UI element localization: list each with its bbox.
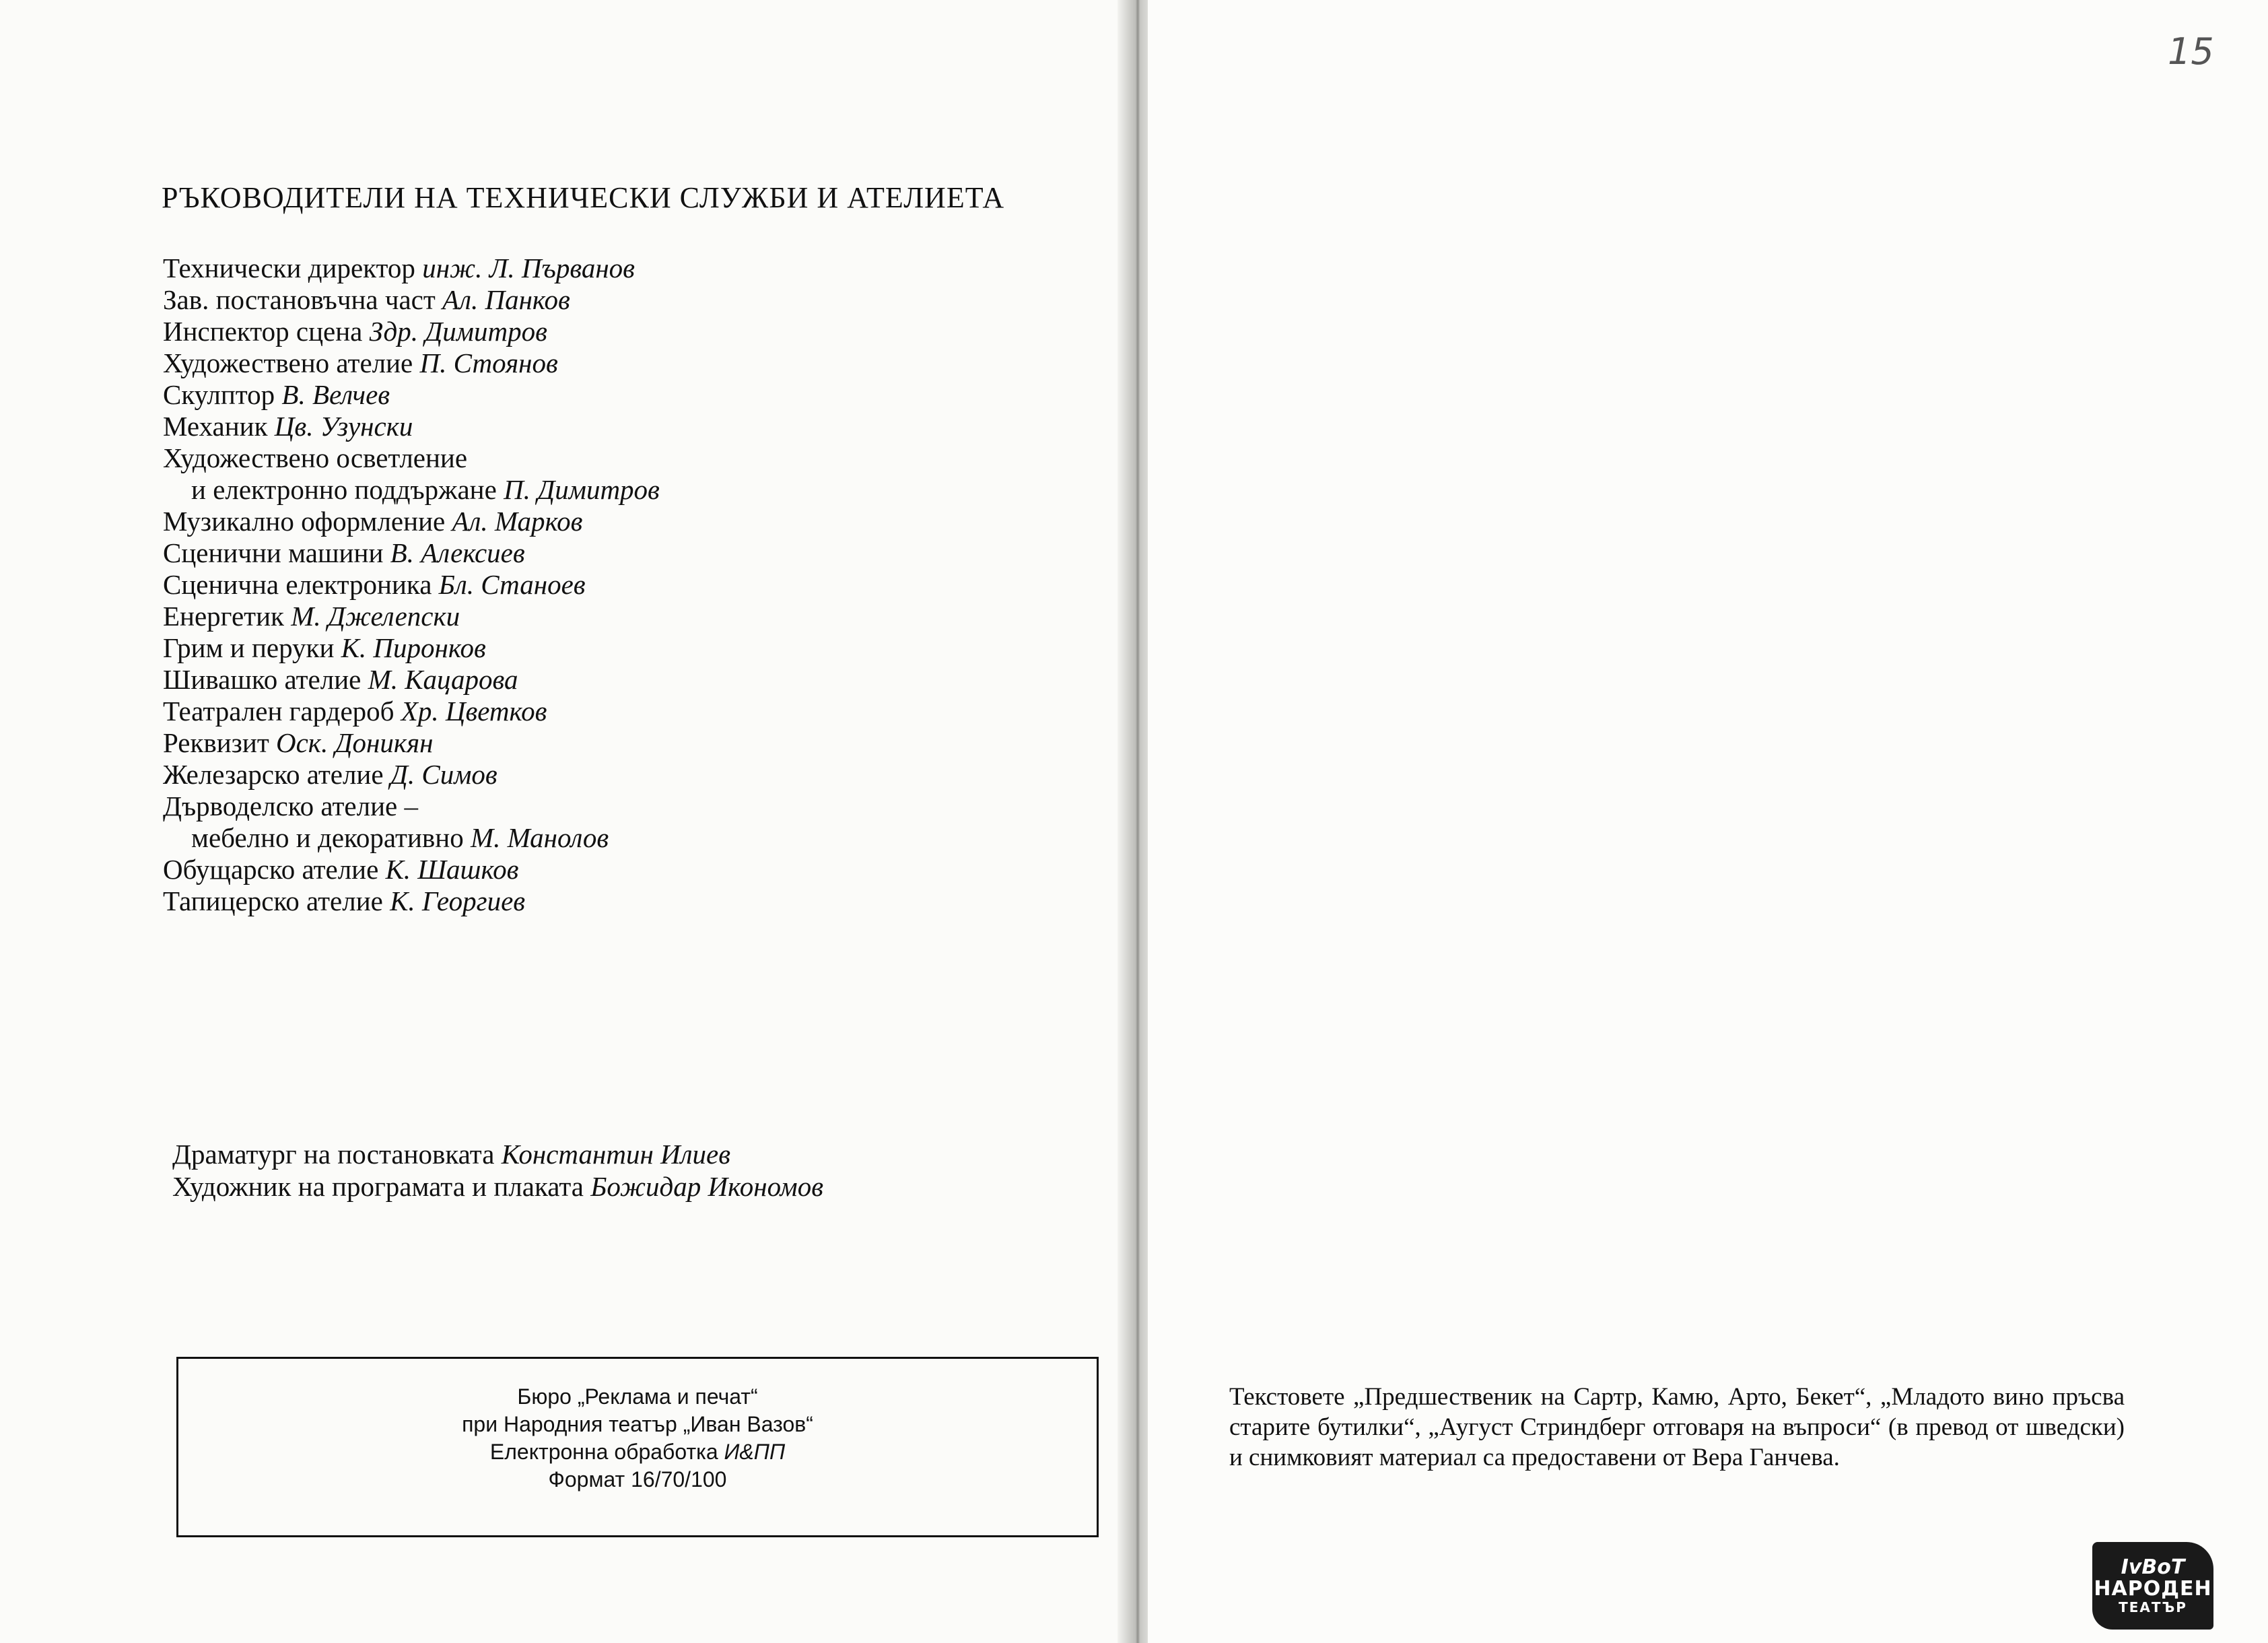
staff-name: П. Димитров: [504, 474, 660, 505]
staff-line: [163, 284, 660, 316]
staff-name: Бл. Станоев: [438, 569, 586, 600]
imprint-italic: И&ПП: [724, 1440, 786, 1464]
stamp-signature: IvBoT: [2121, 1555, 2185, 1579]
staff-name: М. Джелепски: [291, 601, 460, 632]
staff-role: мебелно и декоративно: [191, 822, 464, 853]
staff-line: [163, 822, 660, 854]
staff-name: К. Пиронков: [341, 632, 486, 663]
staff-name: Цв. Узунски: [274, 411, 413, 442]
staff-role: Художествено осветление: [163, 442, 468, 473]
staff-role: Сценични машини: [163, 537, 384, 568]
staff-name: Оск. Доникян: [275, 727, 434, 758]
staff-role: Сценична електроника: [163, 569, 432, 600]
staff-line: [163, 506, 660, 537]
staff-line: [163, 379, 660, 411]
staff-role: Реквизит: [163, 727, 269, 758]
acknowledgement-text: Текстовете „Предшественик на Сартр, Камю, Арто, Бекет“, „Младото вино пръсва старите бутилки“, „Аугуст Стриндберг отговаря на въпроси“ (в превод от шведски) и снимковият материал са предоставени от Вера Ганчева.: [1229, 1383, 2125, 1471]
imprint-line: Формат 16/70/100: [548, 1467, 727, 1491]
staff-line: [163, 885, 660, 917]
staff-role: Инспектор сцена: [163, 316, 363, 347]
staff-role: Музикално оформление: [163, 506, 446, 537]
staff-role: Енергетик: [163, 601, 284, 632]
staff-line: [163, 601, 660, 632]
staff-name: Хр. Цветков: [401, 696, 547, 727]
imprint-line: при Народния театър „Иван Вазов“: [462, 1412, 813, 1436]
staff-line: [163, 253, 660, 284]
page-number: 15: [2168, 30, 2214, 73]
page-heading: РЪКОВОДИТЕЛИ НА ТЕХНИЧЕСКИ СЛУЖБИ И АТЕЛИЕТА: [162, 181, 1005, 214]
staff-line: [163, 316, 660, 347]
staff-name: Ал. Панков: [442, 284, 570, 315]
staff-line: [163, 474, 660, 506]
staff-role: Художествено ателие: [163, 347, 413, 378]
staff-name: Здр. Димитров: [369, 316, 547, 347]
staff-line: [163, 632, 660, 664]
theatre-logo-stamp: [2092, 1542, 2213, 1630]
staff-name: М. Манолов: [470, 822, 609, 853]
staff-name: Ал. Марков: [452, 506, 583, 537]
credit-line: [172, 1170, 823, 1203]
imprint-box: [176, 1357, 1099, 1537]
staff-name: К. Георгиев: [390, 885, 526, 916]
staff-role: Обущарско ателие: [163, 854, 379, 885]
staff-role: Механик: [163, 411, 268, 442]
credit-role: Драматург на постановката: [172, 1139, 495, 1170]
credit-role: Художник на програмата и плаката: [172, 1171, 584, 1202]
staff-list: [163, 253, 660, 917]
acknowledgement-paragraph: [1229, 1382, 2125, 1473]
imprint-line: Бюро „Реклама и печат“: [517, 1384, 758, 1409]
imprint-text: Електронна обработка: [489, 1440, 718, 1464]
staff-role: Зав. постановъчна част: [163, 284, 436, 315]
staff-line: [163, 442, 660, 474]
staff-role: Грим и перуки: [163, 632, 335, 663]
staff-line: [163, 569, 660, 601]
staff-name: В. Алексиев: [390, 537, 525, 568]
staff-name: Д. Симов: [390, 759, 497, 790]
staff-role: Дърводелско ателие –: [163, 791, 418, 822]
production-credits: [172, 1138, 823, 1203]
staff-line: [163, 791, 660, 822]
staff-role: Технически директор: [163, 253, 415, 283]
staff-line: [163, 759, 660, 791]
credit-name: Константин Илиев: [501, 1139, 731, 1170]
staff-name: В. Велчев: [281, 379, 390, 410]
stamp-line: ТЕАТЪР: [2119, 1599, 2187, 1615]
staff-line: [163, 696, 660, 727]
staff-line: [163, 854, 660, 885]
credit-name: Божидар Икономов: [590, 1171, 824, 1202]
stamp-line: НАРОДЕН: [2094, 1577, 2212, 1601]
staff-name: К. Шашков: [385, 854, 519, 885]
staff-line: [163, 411, 660, 442]
staff-role: Тапицерско ателие: [163, 885, 383, 916]
staff-role: Скулптор: [163, 379, 275, 410]
staff-role: и електронно поддържане: [191, 474, 497, 505]
staff-name: М. Кацарова: [368, 664, 518, 695]
staff-line: [163, 664, 660, 696]
staff-role: Железарско ателие: [163, 759, 384, 790]
staff-name: П. Стоянов: [419, 347, 558, 378]
imprint-line: [490, 1438, 785, 1466]
staff-line: [163, 347, 660, 379]
staff-line: [163, 727, 660, 759]
staff-name: инж. Л. Първанов: [422, 253, 635, 283]
staff-role: Театрален гардероб: [163, 696, 394, 727]
credit-line: [172, 1138, 823, 1170]
staff-line: [163, 537, 660, 569]
staff-role: Шивашко ателие: [163, 664, 362, 695]
